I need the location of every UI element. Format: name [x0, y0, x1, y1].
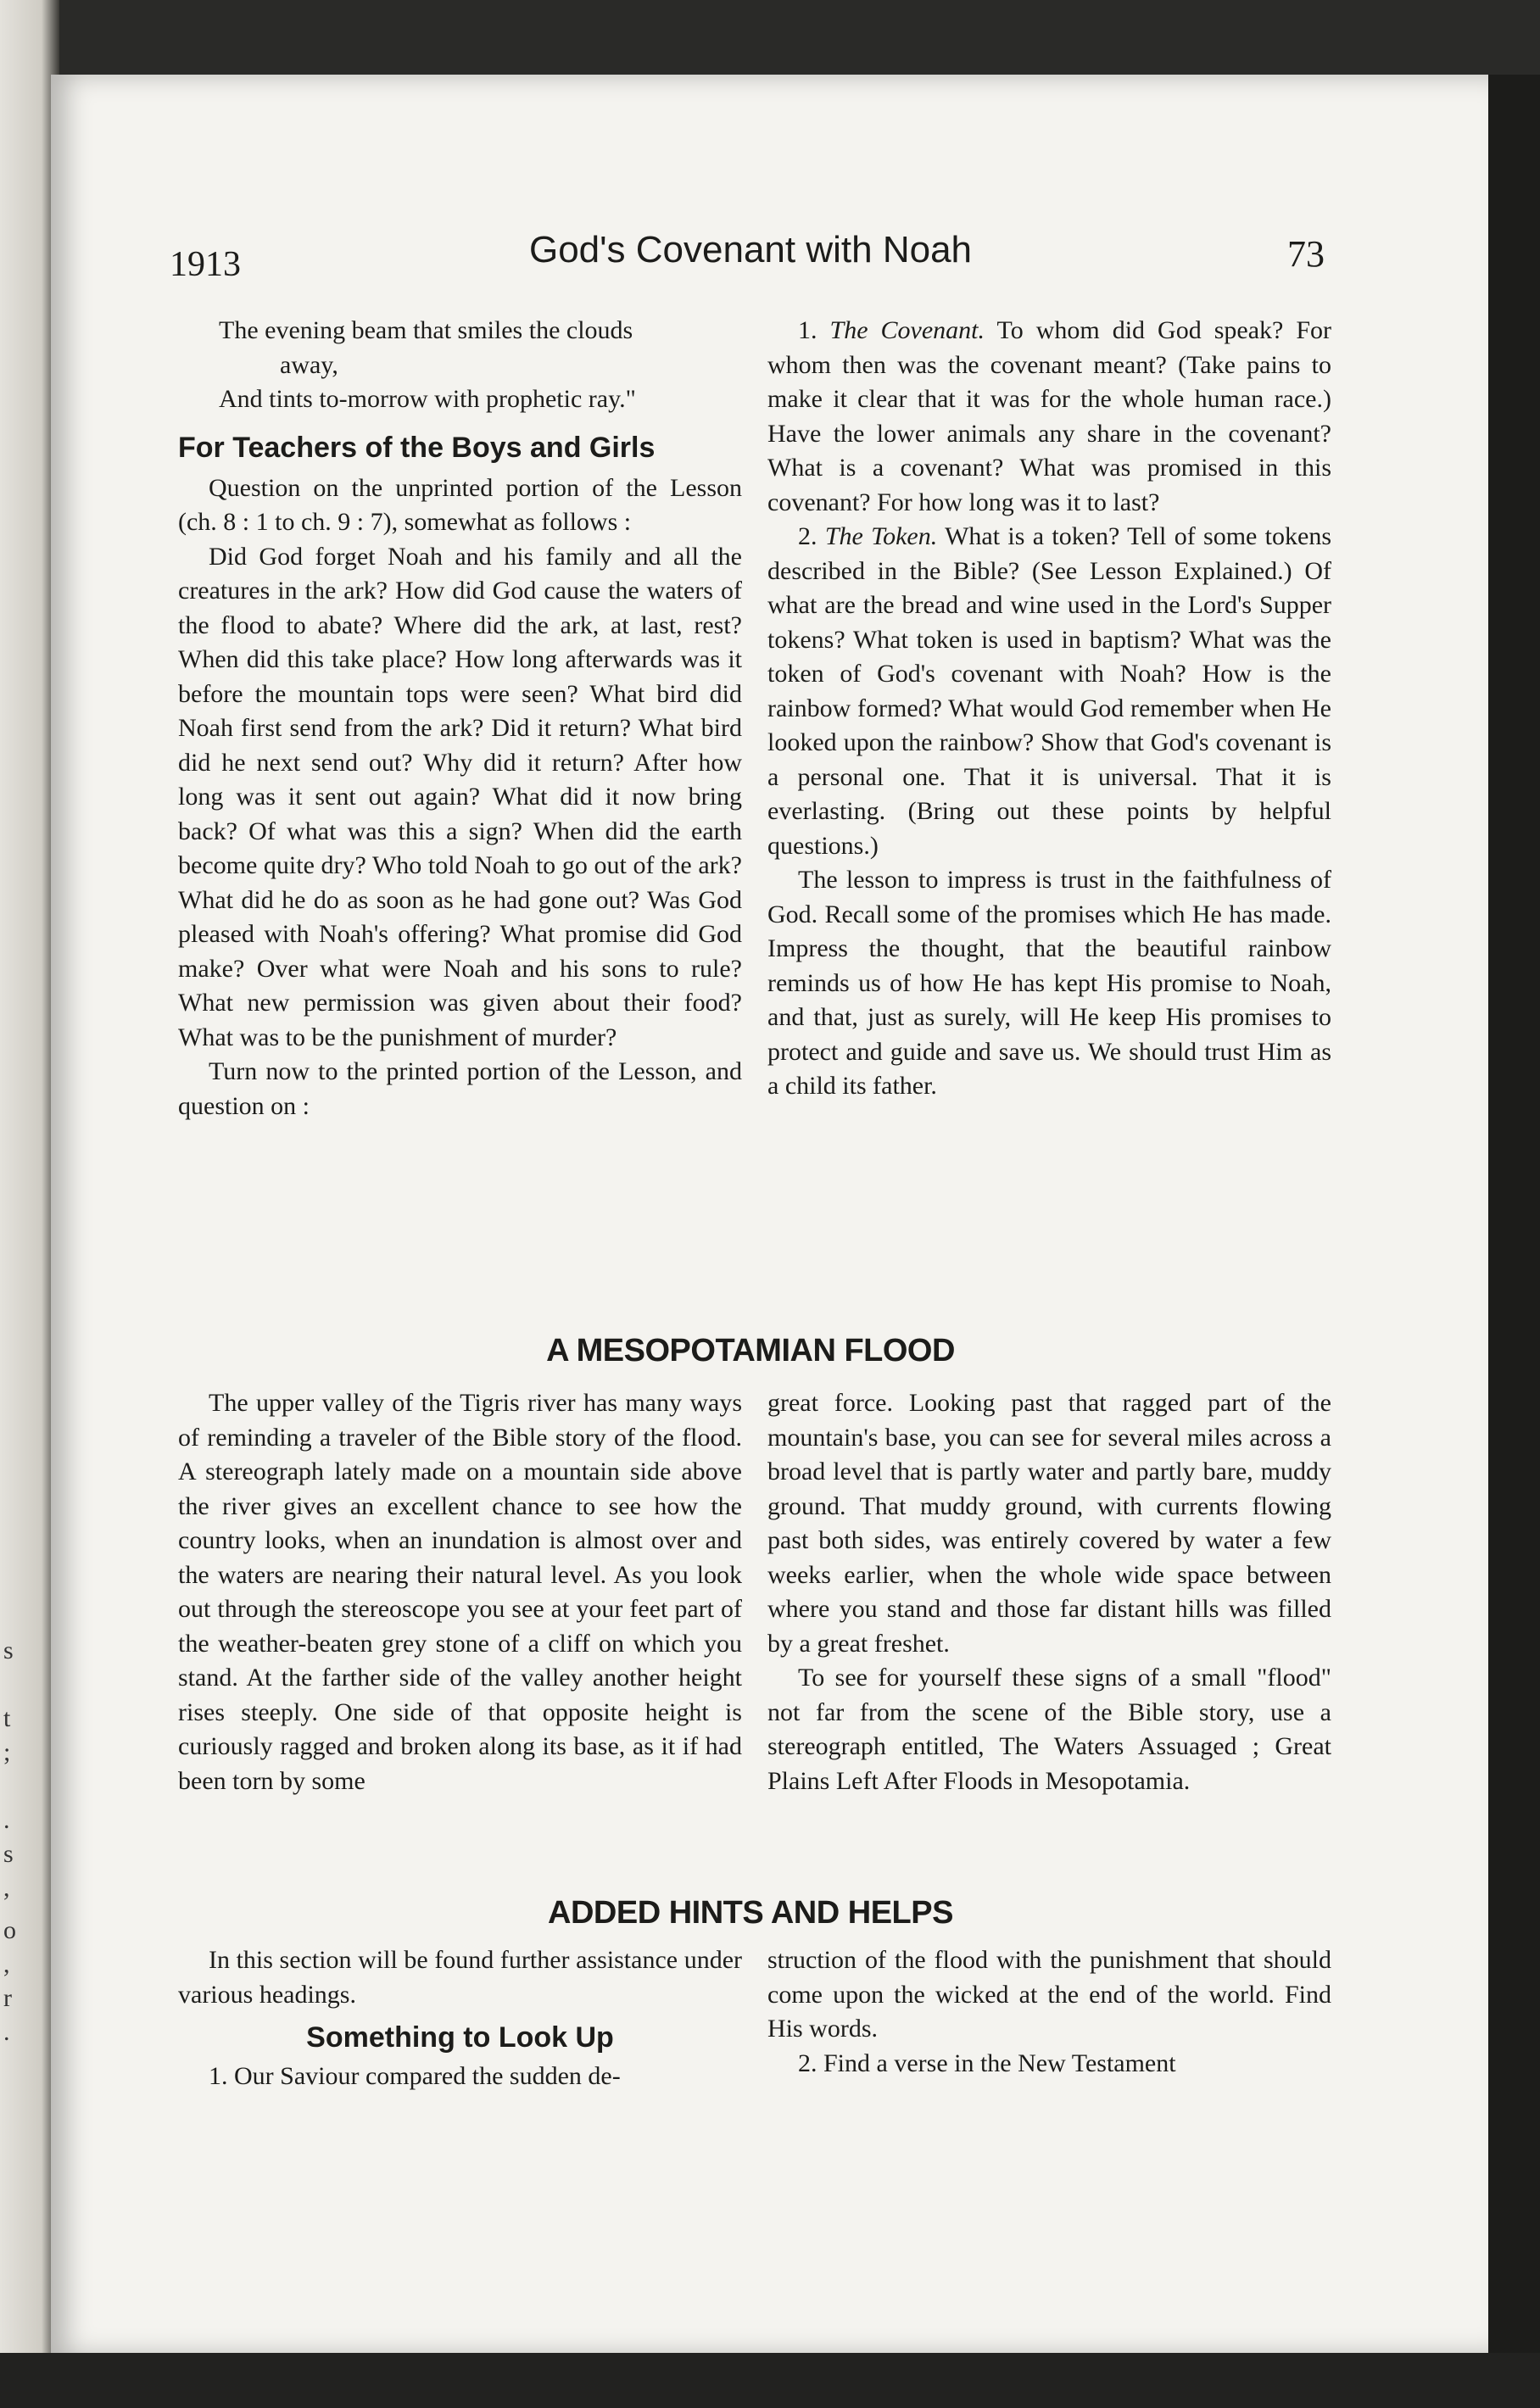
edge-mark: s: [3, 1636, 14, 1664]
header-title: God's Covenant with Noah: [528, 229, 973, 270]
edge-mark: r: [3, 1984, 12, 2012]
paragraph: Turn now to the printed portion of the Lesson, and question on :: [178, 1057, 742, 1120]
paragraph: 1. Our Saviour compared the sudden de-: [209, 2062, 621, 2090]
numbered-item: [767, 520, 1331, 863]
paragraph: The upper valley of the Tigris river has many ways of reminding a traveler of the Bible story of the flood. A stereograph lately made on a mountain side above the river gives an excellent chance to see how the country looks, when an inundation is almost over and the waters are nearing their natural level. As you look out through the stereoscope you see at your feet part of the weather-beaten grey stone of a cliff on which you stand. At the farther side of the valley another height rises steeply. One side of that opposite height is curiously ragged and broken along its base, as it if had been torn by some: [178, 1389, 742, 1795]
item-number: 1.: [798, 316, 817, 344]
paragraph: Question on the unprinted portion of the Lesson (ch. 8 : 1 to ch. 9 : 7), somewhat as follows :: [178, 473, 742, 536]
edge-mark: s: [3, 1840, 14, 1868]
flood-section-title: A MESOPOTAMIAN FLOOD: [546, 1333, 955, 1368]
right-column: [767, 314, 1331, 1104]
edge-mark: ;: [3, 1738, 11, 1766]
paragraph: great force. Looking past that ragged part of the mountain's base, you can see for several miles across a broad level that is partly water and partly bare, muddy ground. That muddy ground, with currents flowing past both sides, was entirely covered by water a few weeks earlier, when the whole wide space between where you stand and those far distant hills was filled by a great freshet.: [767, 1389, 1331, 1658]
section-heading: For Teachers of the Boys and Girls: [178, 431, 656, 464]
poem-line: The evening beam that smiles the clouds: [219, 316, 633, 344]
paragraph: To see for yourself these signs of a small "flood" not far from the scene of the Bible story, use a stereograph entitled, The Waters Assuaged ; Great Plains Left After Floods in Mesopotamia.: [767, 1664, 1331, 1795]
header-year: 1913: [170, 245, 241, 284]
edge-mark: .: [3, 2018, 10, 2046]
edge-mark: t: [3, 1704, 11, 1732]
edge-mark: ,: [3, 1874, 10, 1902]
item-title: The Token.: [824, 522, 938, 550]
edge-mark: .: [3, 1806, 10, 1834]
item-text: What is a token? Tell of some tokens described in the Bible? (See Lesson Explained.) Of what are the bread and wine used in the Lord's Supper tokens? What token is used in baptism? What was the token of God's covenant with Noah? How is the rainbow formed? What would God remember when He looked upon the rainbow? Show that God's covenant is a personal one. That it is universal. That it is everlasting. (Bring out these points by helpful questions.): [767, 522, 1332, 860]
running-header: [170, 229, 1331, 288]
hints-right-column: [767, 1943, 1331, 2081]
poem-line: away,: [280, 350, 338, 379]
subheading: Something to Look Up: [306, 2021, 614, 2054]
page-number: 73: [1287, 233, 1325, 275]
hints-section-title: ADDED HINTS AND HELPS: [548, 1895, 953, 1931]
flood-right-column: [767, 1386, 1331, 1798]
paragraph: struction of the flood with the punishment that should come upon the wicked at the end of the world. Find His words.: [767, 1946, 1331, 2043]
item-text: To whom did God speak? For whom then was the covenant meant? (Take pains to make it clear that it was for the whole human race.) Have the lower animals any share in the covenant? What is a covenant? What was promised in this covenant? For how long was it to last?: [767, 316, 1332, 516]
paragraph: 2. Find a verse in the New Testament: [798, 2048, 1176, 2077]
poem-line: And tints to-morrow with prophetic ray.": [219, 385, 636, 413]
flood-left-column: [178, 1386, 742, 1798]
hints-left-column: [178, 1943, 742, 2094]
item-number: 2.: [798, 522, 817, 550]
book-edge: [1488, 75, 1540, 2408]
paragraph: Did God forget Noah and his family and all the creatures in the ark? How did God cause the waters of the flood to abate? Where did the ark, at last, rest? When did this take place? How long afterwards was it before the mountain tops were seen? What bird did Noah first send from the ark? Did it return? What bird did he next send out? Why did it return? After how long was it sent out again? What did it now bring back? Of what was this a sign? When did the earth become quite dry? Who told Noah to go out of the ark? What did he do as soon as he had gone out? Was God pleased with Noah's offering? What promise did God make? Over what were Noah and his sons to rule? What new permission was given about their food? What was to be the punishment of murder?: [178, 542, 742, 1051]
item-title: The Covenant.: [829, 316, 985, 344]
left-column: [178, 314, 742, 1123]
scan-border: [0, 2353, 1540, 2408]
paragraph: In this section will be found further assistance under various headings.: [178, 1946, 742, 2009]
numbered-item: [767, 314, 1331, 520]
edge-mark: ,: [3, 1950, 10, 1978]
paragraph: The lesson to impress is trust in the faithfulness of God. Recall some of the promises which He has made. Impress the thought, that the beautiful rainbow reminds us of how He has kept His promise to Noah, and that, just as surely, will He keep His promises to protect and guide and save us. We should trust Him as a child its father.: [767, 866, 1331, 1100]
edge-mark: o: [3, 1916, 16, 1944]
